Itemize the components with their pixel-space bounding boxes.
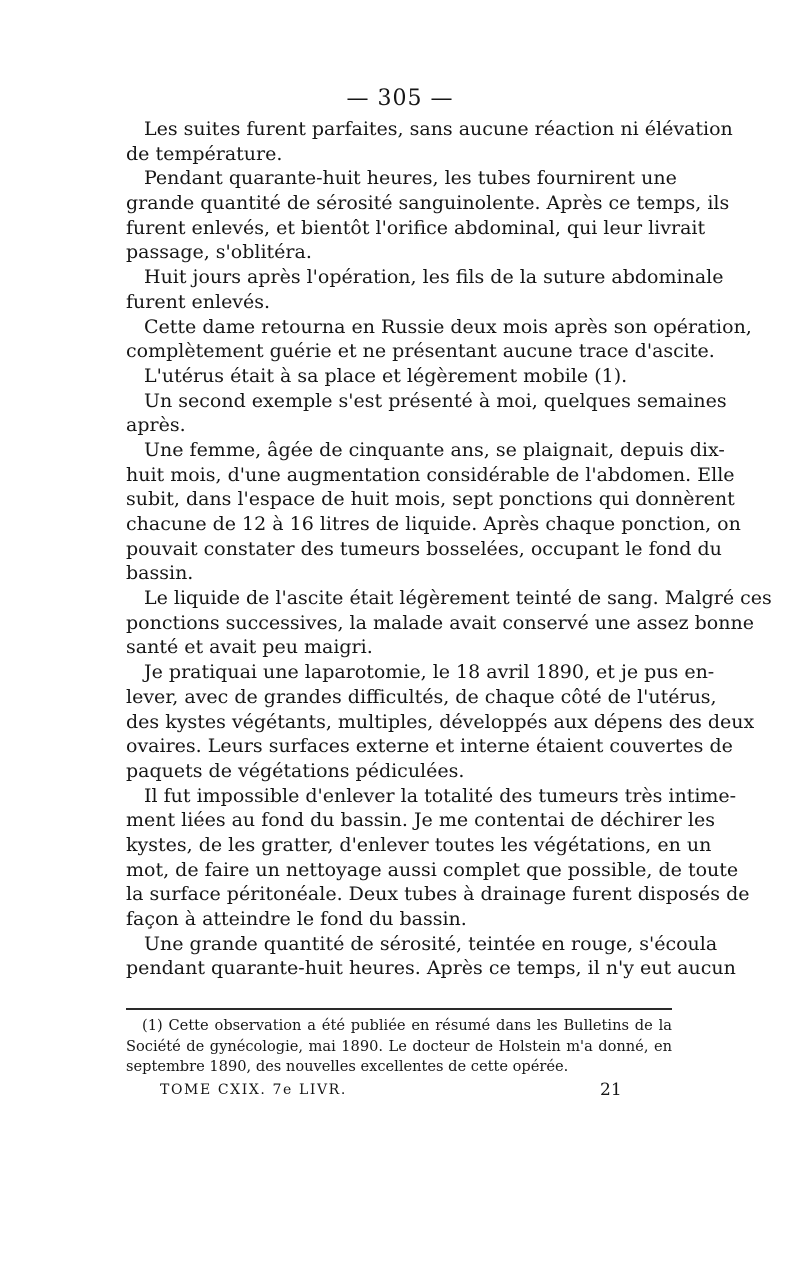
text-line: Une grande quantité de sérosité, teintée en rouge, s'écoula: [144, 932, 718, 955]
sheet-number: 21: [600, 1080, 622, 1100]
paragraph: [126, 265, 724, 314]
text-line: Pendant quarante-huit heures, les tubes fournirent une: [144, 167, 677, 190]
paragraph: [126, 389, 727, 438]
text-line: complètement guérie et ne présentant aucune trace d'ascite.: [126, 340, 715, 363]
text-line: Les suites furent parfaites, sans aucune réaction ni élévation: [144, 118, 733, 140]
text-line: Il fut impossible d'enlever la totalité des tumeurs très intime-: [144, 784, 737, 807]
footnote-line: Société de gynécologie, mai 1890. Le docteur de Holstein m'a donné, en: [126, 1037, 672, 1055]
text-line: lever, avec de grandes difficultés, de chaque côté de l'utérus,: [126, 685, 717, 708]
text-line: des kystes végétants, multiples, développés aux dépens des deux: [126, 710, 755, 733]
text-line: chacune de 12 à 16 litres de liquide. Après chaque ponction, on: [126, 513, 741, 535]
text-line: la surface péritonéale. Deux tubes à drainage furent disposés de: [126, 883, 750, 906]
text-line: pouvait constater des tumeurs bosselées, occupant le fond du: [126, 537, 722, 560]
text-line: grande quantité de sérosité sanguinolente. Après ce temps, ils: [126, 192, 730, 215]
paragraph: [126, 364, 671, 389]
paragraph: [126, 932, 736, 981]
printer-signature: TOME CXIX. 7e LIVR.: [160, 1082, 347, 1098]
text-line: mot, de faire un nettoyage aussi complet que possible, de toute: [126, 858, 739, 881]
text-line: ment liées au fond du bassin. Je me contentai de déchirer les: [126, 809, 715, 832]
text-line: après.: [126, 414, 186, 437]
footnote: [126, 1016, 672, 1078]
paragraph: [126, 784, 750, 932]
text-line: paquets de végétations pédiculées.: [126, 759, 465, 782]
footnote-line: septembre 1890, des nouvelles excellentes de cette opérée.: [126, 1058, 569, 1075]
text-line: passage, s'oblitéra.: [126, 241, 312, 264]
text-line: façon à atteindre le fond du bassin.: [126, 908, 467, 930]
text-line: ponctions successives, la malade avait conservé une assez bonne: [126, 611, 754, 634]
text-line: furent enlevés.: [126, 290, 271, 313]
text-line: Un second exemple s'est présenté à moi, quelques semaines: [144, 389, 727, 412]
text-line: de température.: [126, 142, 283, 165]
text-line: Une femme, âgée de cinquante ans, se plaignait, depuis dix-: [144, 438, 725, 461]
page-number: — 305 —: [346, 86, 454, 111]
paragraph: [126, 117, 733, 166]
paragraph: [126, 660, 755, 783]
text-line: ovaires. Leurs surfaces externe et interne étaient couvertes de: [126, 735, 733, 758]
body-text: [126, 117, 772, 981]
text-line: bassin.: [126, 562, 194, 585]
text-line: furent enlevés, et bientôt l'orifice abdominal, qui leur livrait: [126, 216, 706, 239]
text-line: pendant quarante-huit heures. Après ce temps, il n'y eut aucun: [126, 957, 736, 980]
text-line: Huit jours après l'opération, les fils de la suture abdominale: [144, 266, 724, 289]
text-line: huit mois, d'une augmentation considérable de l'abdomen. Elle: [126, 463, 735, 486]
paragraph: [126, 438, 741, 586]
text-line: L'utérus était à sa place et légèrement mobile (1).: [144, 364, 628, 387]
text-line: Je pratiquai une laparotomie, le 18 avril 1890, et je pus en-: [144, 661, 715, 684]
text-line: subit, dans l'espace de huit mois, sept ponctions qui donnèrent: [126, 488, 735, 511]
text-line: Le liquide de l'ascite était légèrement teinté de sang. Malgré ces: [144, 587, 772, 610]
text-line: kystes, de les gratter, d'enlever toutes les végétations, en un: [126, 833, 712, 856]
text-line: Cette dame retourna en Russie deux mois après son opération,: [144, 315, 752, 338]
paragraph: [126, 315, 752, 364]
paragraph: [126, 166, 730, 265]
paragraph: [126, 586, 772, 660]
footnote-divider: [126, 1008, 672, 1010]
footnote-line: (1) Cette observation a été publiée en résumé dans les Bulletins de la: [142, 1017, 672, 1034]
text-line: santé et avait peu maigri.: [126, 636, 373, 659]
